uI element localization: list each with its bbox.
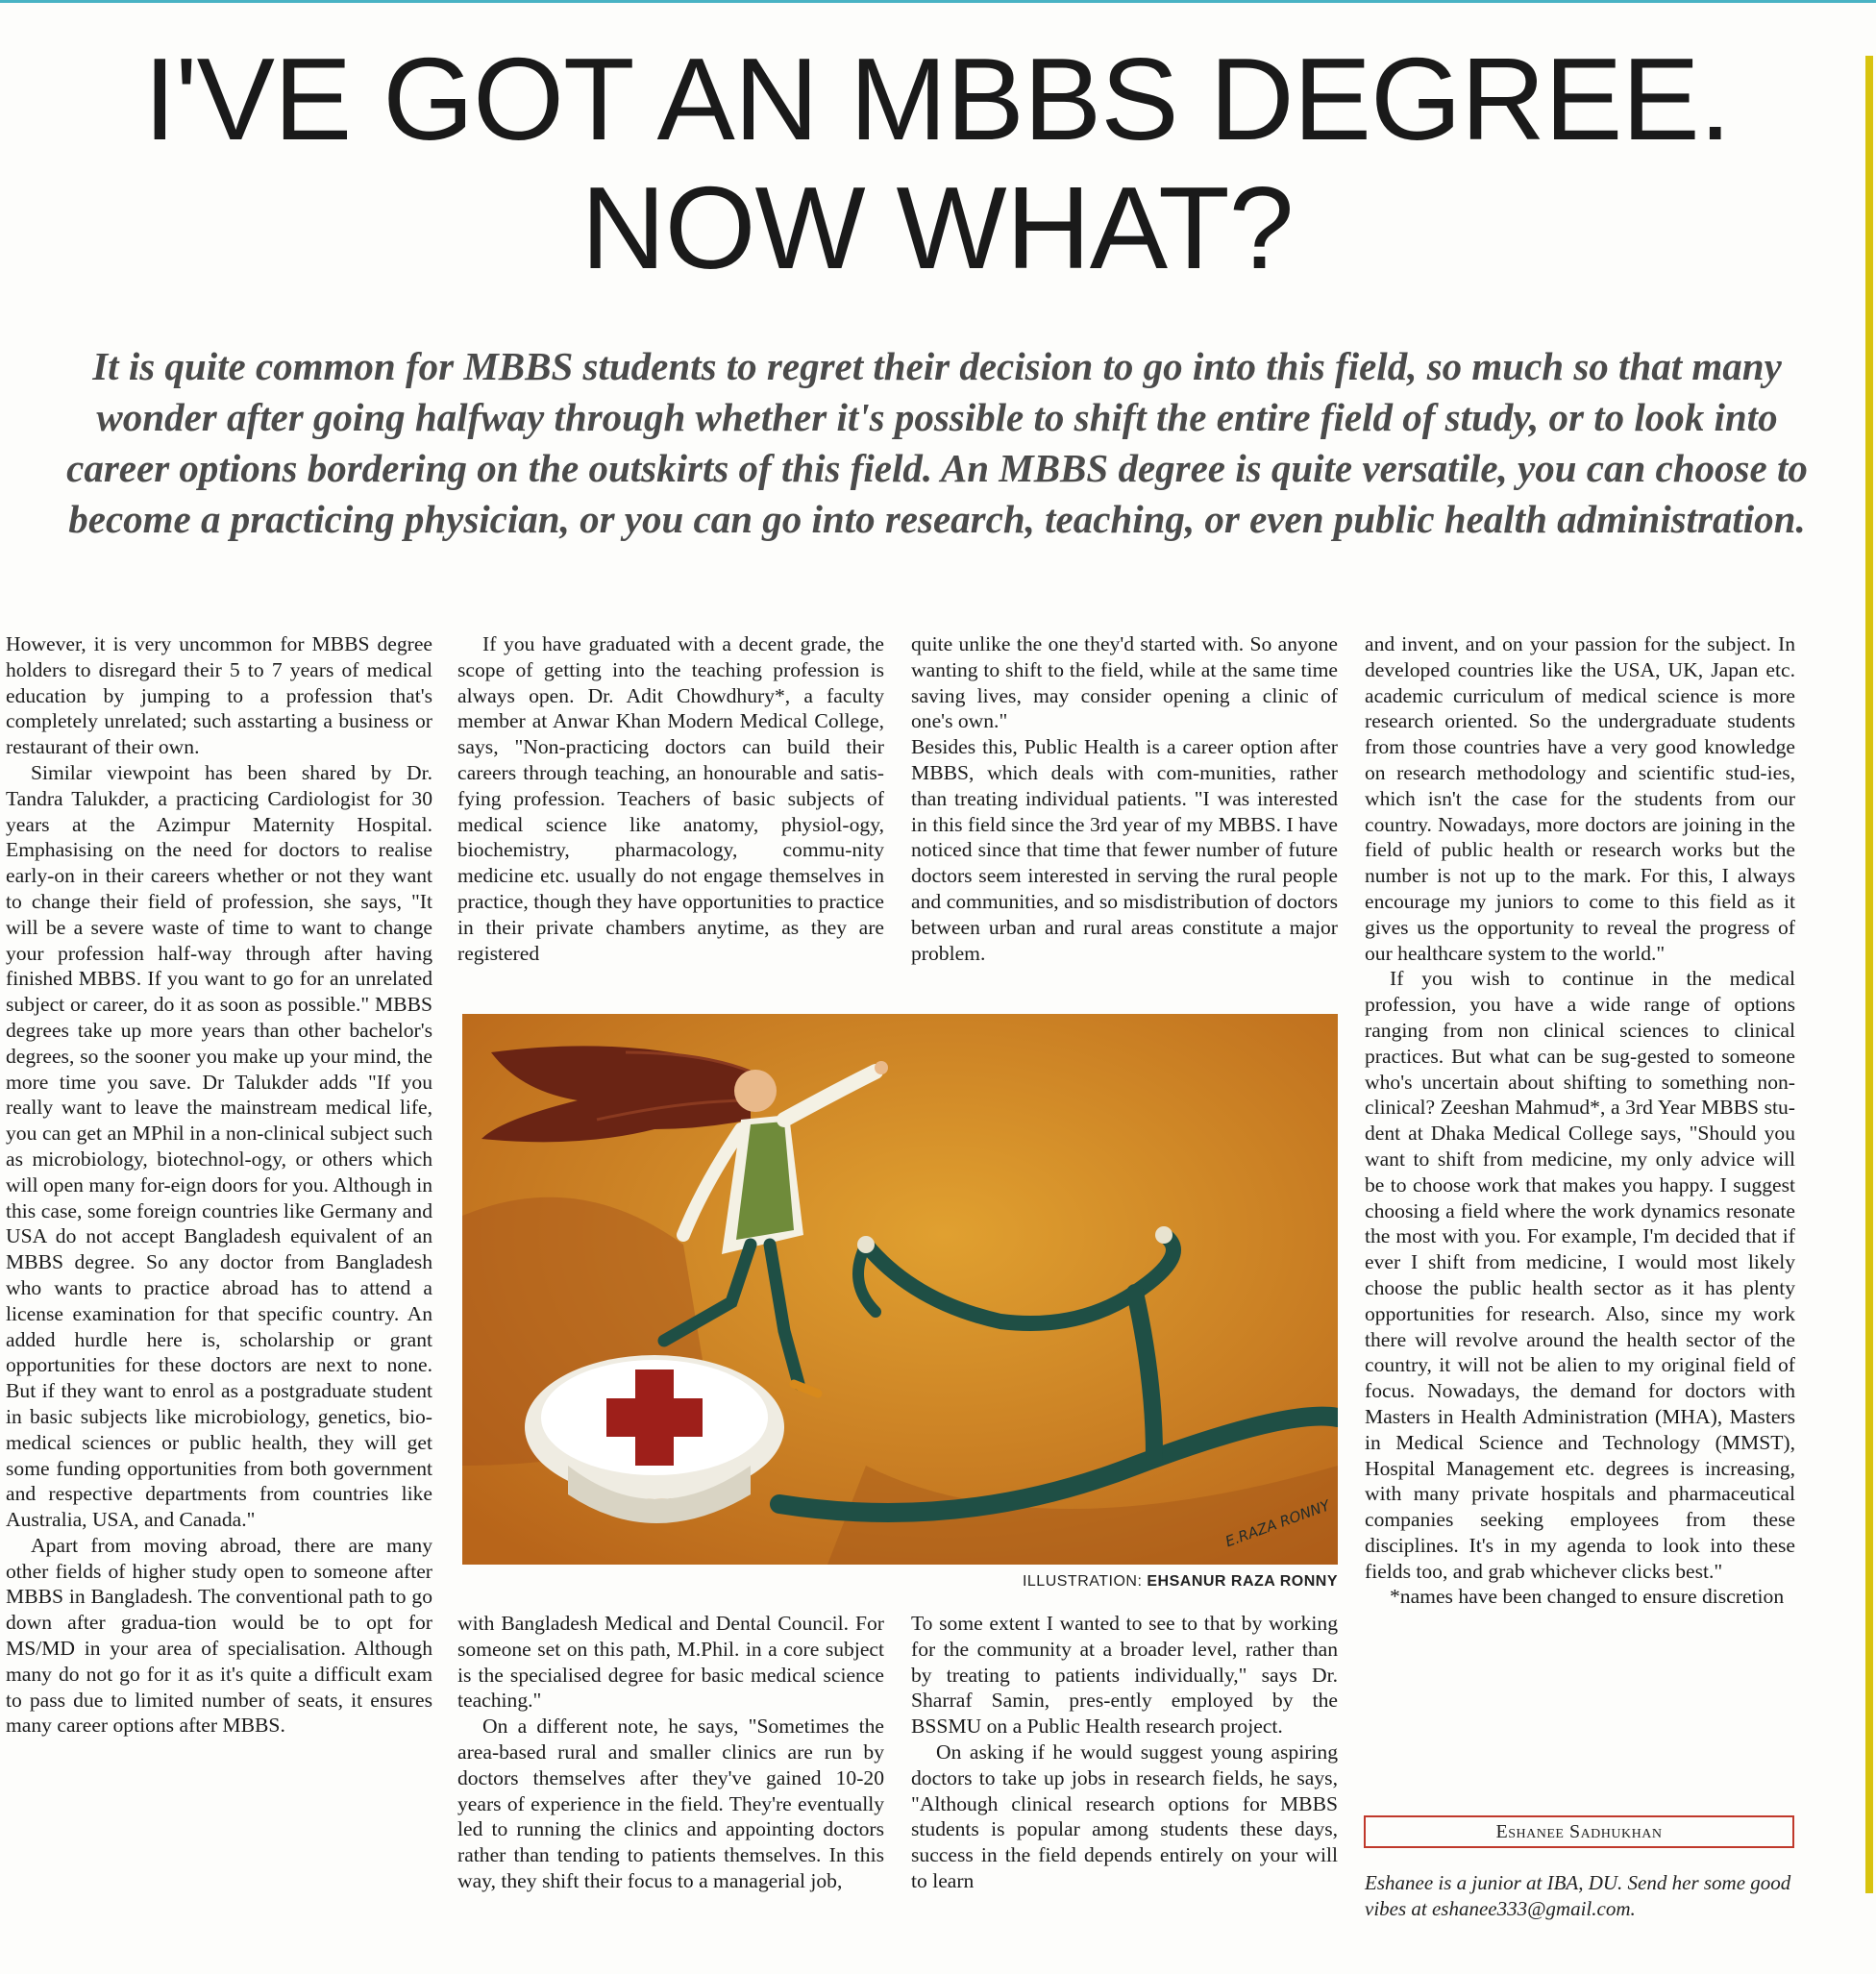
column-1 <box>6 631 432 1929</box>
headline-line-1: I'VE GOT AN MBBS DEGREE. <box>143 34 1731 164</box>
paragraph: However, it is very uncommon for MBBS degree holders to disregard their 5 to 7 years of medical education by jumping to a profession that's completely unrelated; such asstarting a business or restaurant of their own. <box>6 632 432 759</box>
author-bio: Eshanee is a junior at IBA, DU. Send her some good vibes at eshanee333@gmail.com. <box>1365 1871 1791 1920</box>
paragraph: If you have graduated with a decent grade, the scope of getting into the teaching profession is always open. Dr. Adit Chowdhury*, a faculty member at Anwar Khan Modern Medical College, says, "Non-practicing doctors can build their careers through teaching, an honourable and satis-fying profession. Teachers of basic subjects of medical science like anatomy, physiol-ogy, biochemistry, pharmacology, commu-nity medicine etc. usually do not engage themselves in practice, though they have opportunities to practice in their private chambers anytime, as they are registered <box>457 632 884 965</box>
column-2-top <box>457 631 884 992</box>
doctor-head <box>734 1070 777 1112</box>
column-2-bottom <box>457 1611 884 1937</box>
illustration <box>462 1014 1338 1565</box>
paragraph: If you wish to continue in the medical profession, you have a wide range of options ranging from non clinical sciences to clinical practices. But what can be sug-gested to someone who's uncertain about shifting to something non-clinical? Zeeshan Mahmud*, a 3rd Year MBBS stu-dent at Dhaka Medical College says, "Should you want to shift from medicine, my only advice will be to choose work that makes you happy. I suggest choosing a field where the work dynamics resonate the most with you. For example, I'm decided that if ever I shift from medicine, I would most likely choose the public health sector as it has plenty opportunities for research. Also, since my work there will revolve around the health sector of the country, it will not be alien to my original field of focus. Nowadays, the demand for doctors with Masters in Health Administration (MHA), Masters in Medical Science and Technology (MMST), Hospital Management etc. degrees is increasing, with many private hospitals and pharmaceutical companies seeking employees from these disciplines. It's in my agenda to look into these fields too, and grab whichever clicks best." <box>1365 967 1795 1583</box>
deck-intro: It is quite common for MBBS students to regret their decision to go into this field, so much so that many wonder after going halfway through whether it's possible to shift the entire field of study, or to look into career options bordering on the outskirts of this field. An MBBS degree is quite versatile, you can choose to become a practicing physician, or you can go into research, teaching, or even public health administration. <box>66 344 1808 541</box>
doctor-stethoscope-illustration <box>462 1014 1338 1565</box>
column-4 <box>1365 631 1795 1794</box>
paragraph: Besides this, Public Health is a career option after MBBS, which deals with com-munities, rather than treating individual patients. "I was interested in this field since the 3rd year of my MBBS. I have noticed since that time that fewer number of future doctors seem interested in serving the rural people and communities, and so misdistribution of doctors between urban and rural areas constitute a major problem. <box>911 735 1338 965</box>
paragraph: To some extent I wanted to see to that by working for the community at a broader level, rather than by treating to patients individually," says Dr. Sharraf Samin, pres-ently employed by the BSSMU on a Public Health research project. <box>911 1612 1338 1739</box>
headline <box>38 35 1836 292</box>
column-3-top <box>911 631 1338 992</box>
artist-signature: E.RAZA RONNY <box>1222 1496 1332 1551</box>
paragraph: On asking if he would suggest young aspiring doctors to take up jobs in research fields, he says, "Although clinical research options for MBBS students is popular among students these days, success in the field depends entirely on your will to learn <box>911 1740 1338 1892</box>
paragraph: Apart from moving abroad, there are many other fields of higher study open to someone after MBBS in Bangladesh. The conventional path to go down after gradua-tion would be to opt for MS/MD in your area of specialisation. Although many do not go for it as it's quite a difficult exam to pass due to limited number of seats, it ensures many career options after MBBS. <box>6 1533 432 1738</box>
paragraph: On a different note, he says, "Sometimes the area-based rural and smaller clinics are run by doctors themselves after they've gained 10-20 years of experience in the field. They're eventually led to running the clinics and appointing doctors rather than tending to patients themselves. In this way, they shift their focus to a managerial job, <box>457 1715 884 1892</box>
yellow-side-bar <box>1865 56 1873 1893</box>
top-rule <box>0 0 1876 3</box>
illustration-credit <box>961 1573 1338 1591</box>
paragraph: and invent, and on your passion for the subject. In developed countries like the USA, UK, Japan etc. academic curriculum of medical science is more research oriented. So the undergraduate students from those countries have a very good knowledge on research methodology and scientific stud-ies, which isn't the case for the students from our country. Nowadays, more doctors are joining in the field of public health or research works but the number is not up to the mark. For this, I always encourage my juniors to come to this field as it gives us the opportunity to reveal the progress of our healthcare system to the world." <box>1365 632 1795 965</box>
headline-line-2: NOW WHAT? <box>580 162 1294 293</box>
paragraph: quite unlike the one they'd started with. So anyone wanting to shift to the field, while at the same time saving lives, may consider opening a clinic of one's own." <box>911 632 1338 733</box>
column-3-bottom <box>911 1611 1338 1937</box>
credit-label: ILLUSTRATION: <box>1022 1573 1143 1590</box>
paragraph: Similar viewpoint has been shared by Dr. Tandra Talukder, a practicing Cardiologist for 30 years at the Azimpur Maternity Hospital. Emphasising on the need for doctors to realise early-on in their careers whether or not they want to change their field of profession, she says, "It will be a severe waste of time to want to change your profession half-way through after having finished MBBS. If you want to go for an unrelated subject or career, do it as soon as possible." MBBS degrees take up more years than other bachelor's degrees, so the sooner you make up your mind, the more time you save. Dr Talukder adds "If you really want to leave the mainstream medical life, you can get an MPhil in a non-clinical subject such as microbiology, biotechnol-ogy, or others which will open many for-eign doors for you. Although in this case, some foreign countries like Germany and USA do not accept Bangladesh equivalent of an MBBS degree. So any doctor from Bangladesh who wants to practice abroad has to attend a license examination for that specific country. An added hurdle here is, scholarship or grant opportunities for these doctors are next to none. But if they want to enrol as a postgraduate student in basic subjects like microbiology, genetics, bio-medical sciences or public health, they will get some funding opportunities from both government and respective departments from countries like Australia, USA, and Canada." <box>6 760 432 1532</box>
author-byline: Eshanee Sadhukhan <box>1364 1815 1794 1848</box>
credit-name: EHSANUR RAZA RONNY <box>1147 1573 1338 1590</box>
paragraph: with Bangladesh Medical and Dental Council. For someone set on this path, M.Phil. in a core subject is the specialised degree for basic medical science teaching." <box>457 1612 884 1713</box>
paragraph: *names have been changed to ensure discretion <box>1390 1585 1785 1609</box>
